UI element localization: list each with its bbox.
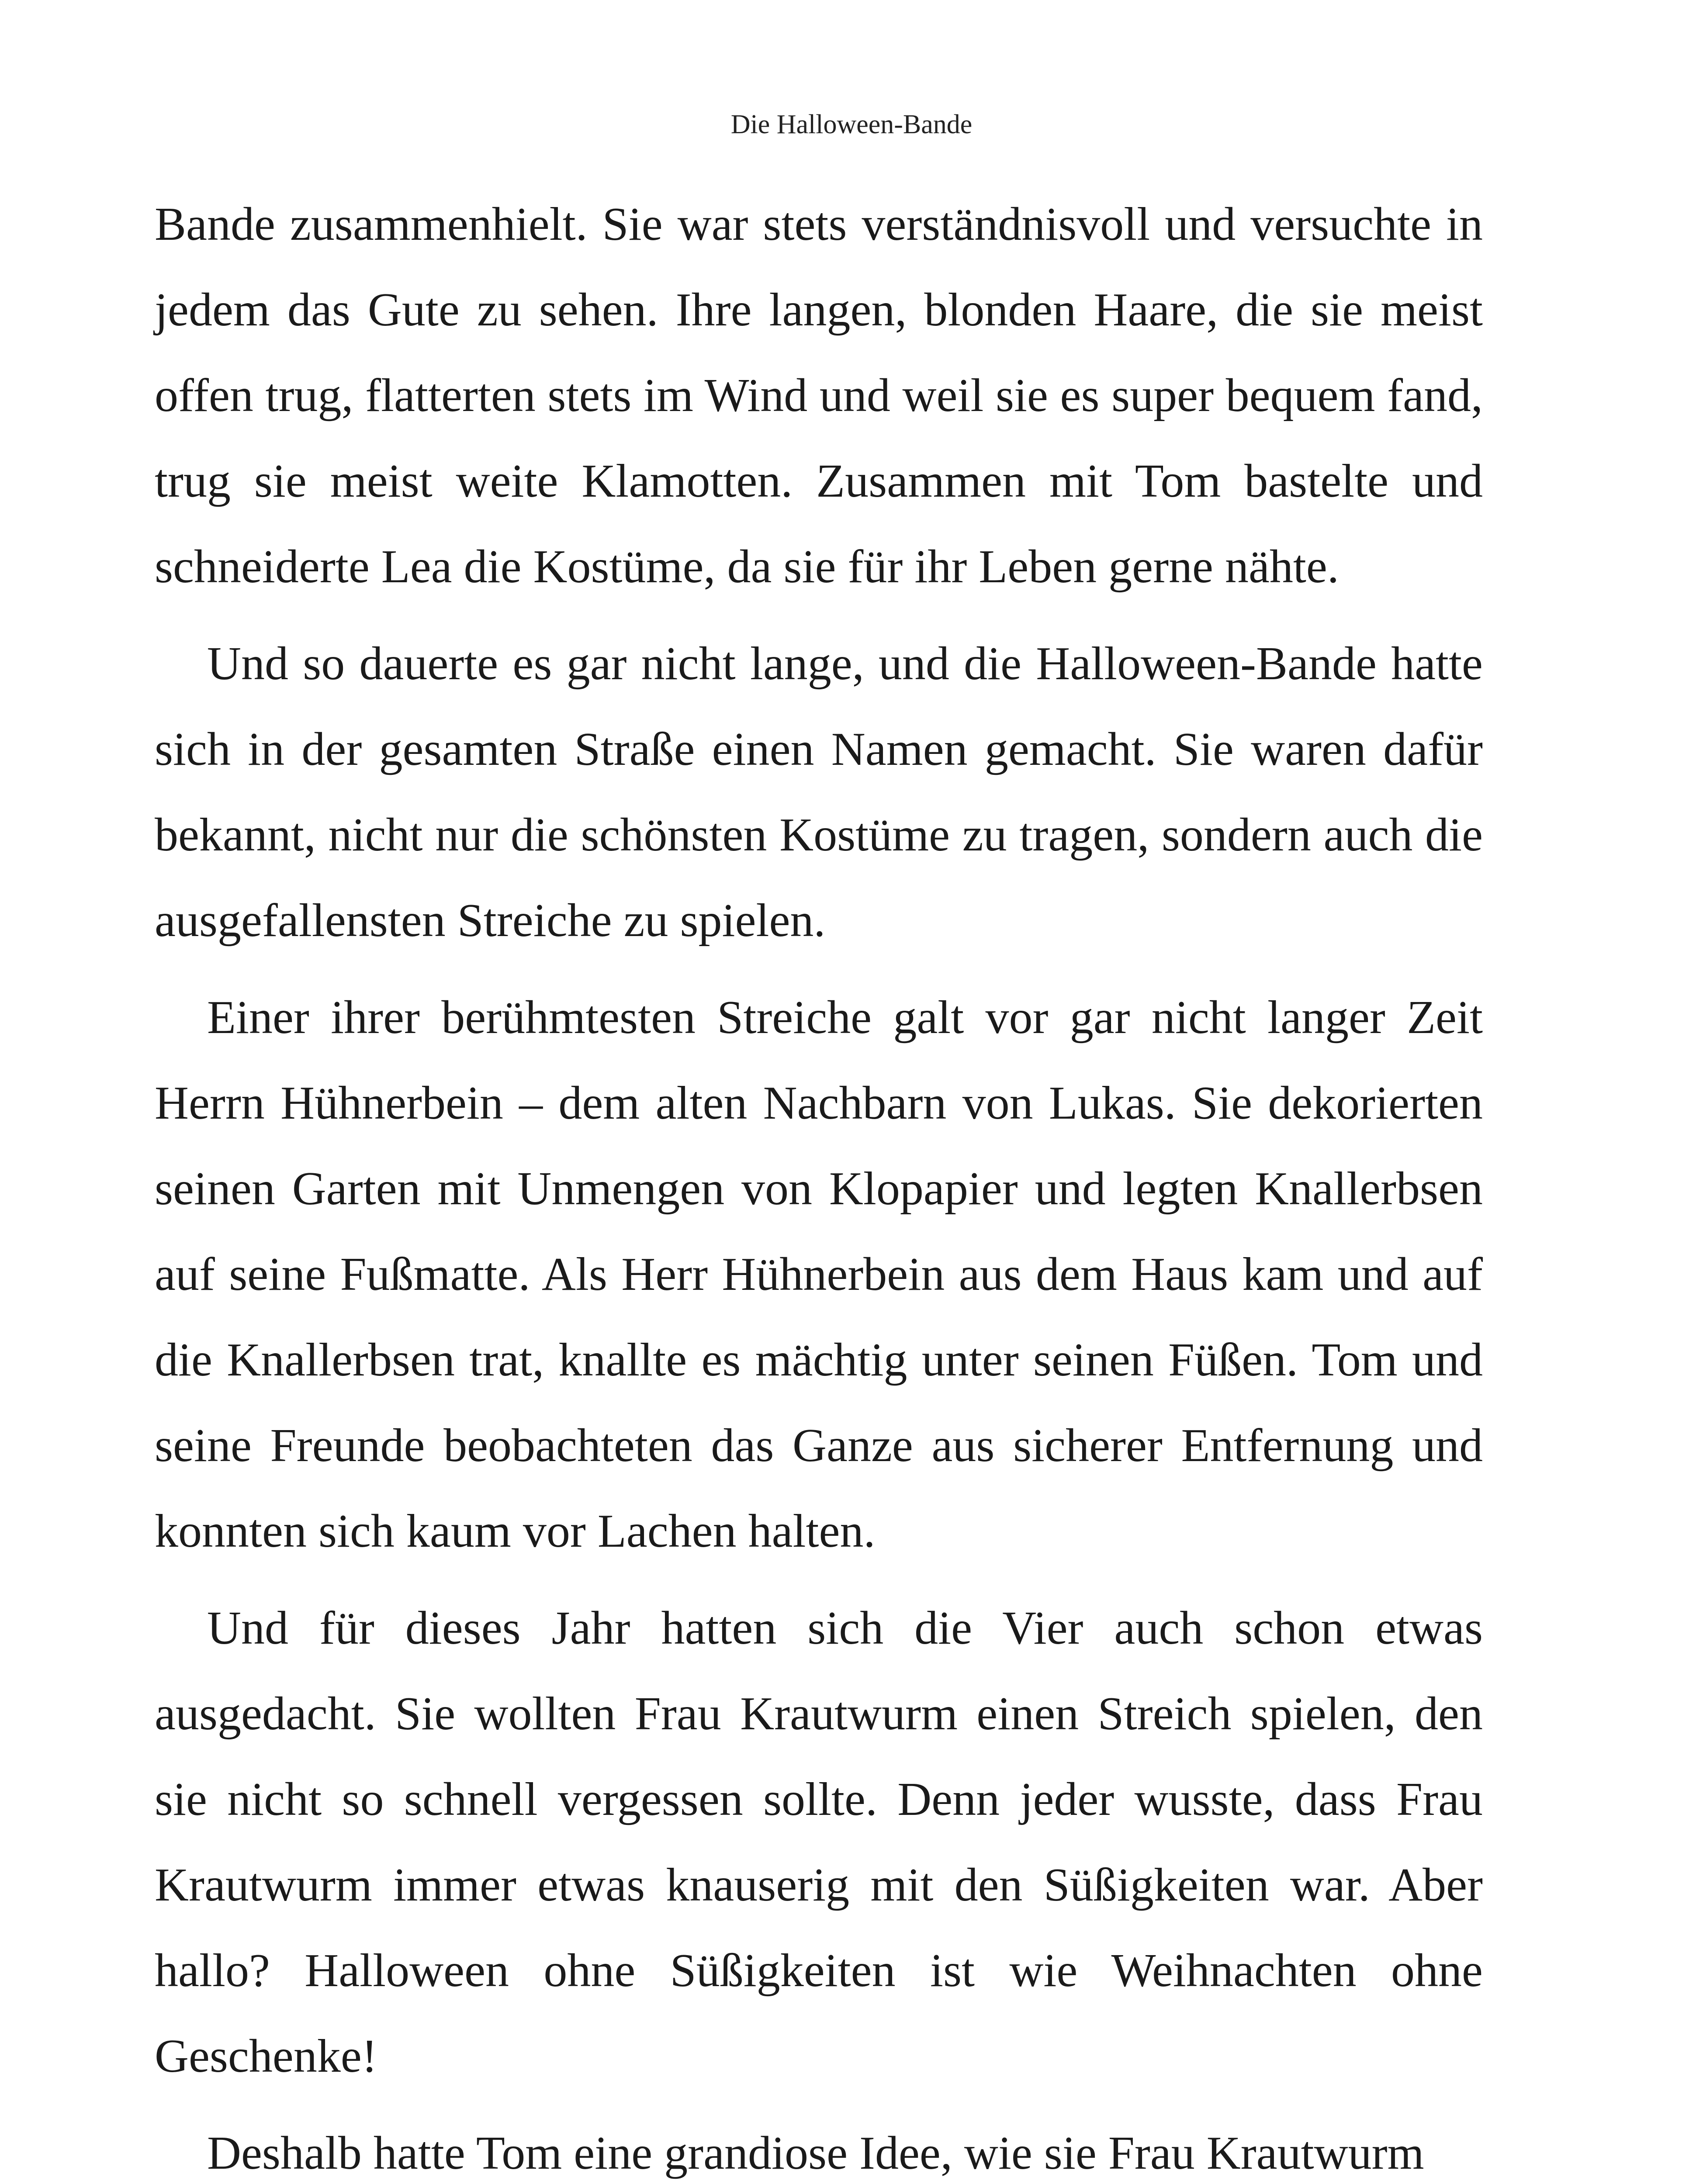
paragraph: Einer ihrer berühmtesten Streiche galt vor gar nicht langer Zeit Herrn Hühnerbein – dem alten Nachbarn von Lukas. Sie dekorierten seinen Garten mit Unmengen von Klopapier und legten Knallerbsen auf seine Fußmatte. Als Herr Hühnerbein aus dem Haus kam und auf die Knallerbsen trat, knallte es mächtig unter seinen Füßen. Tom und seine Freunde beobachteten das Ganze aus sicherer Entfernung und konnten sich kaum vor Lachen halten. — [155, 992, 1483, 1557]
text-body — [155, 182, 1483, 2184]
running-header: Die Halloween-Bande — [730, 110, 973, 139]
paragraph: Bande zusammenhielt. Sie war stets verständnisvoll und versuchte in jedem das Gute zu sehen. Ihre langen, blonden Haare, die sie meist offen trug, flatterten stets im Wind und weil sie es super bequem fand, trug sie meist weite Klamotten. Zusammen mit Tom bastelte und schneiderte Lea die Kostüme, da sie für ihr Leben gerne nähte. — [155, 198, 1483, 593]
paragraph: Und für dieses Jahr hatten sich die Vier auch schon etwas ausgedacht. Sie wollten Frau Krautwurm einen Streich spielen, den sie nicht so schnell vergessen sollte. Denn jeder wusste, dass Frau Krautwurm immer etwas knauserig mit den Süßigkeiten war. Aber hallo? Halloween ohne Süßigkeiten ist wie Weihnachten ohne Geschenke! — [155, 1602, 1483, 2082]
paragraph: Und so dauerte es gar nicht lange, und die Halloween-Bande hatte sich in der gesamten Straße einen Namen gemacht. Sie waren dafür bekannt, nicht nur die schönsten Kostüme zu tragen, sondern auch die ausgefallensten Streiche zu spielen. — [155, 638, 1483, 947]
paragraph: Deshalb hatte Tom eine grandiose Idee, wie sie Frau Krautwurm — [207, 2127, 1424, 2179]
